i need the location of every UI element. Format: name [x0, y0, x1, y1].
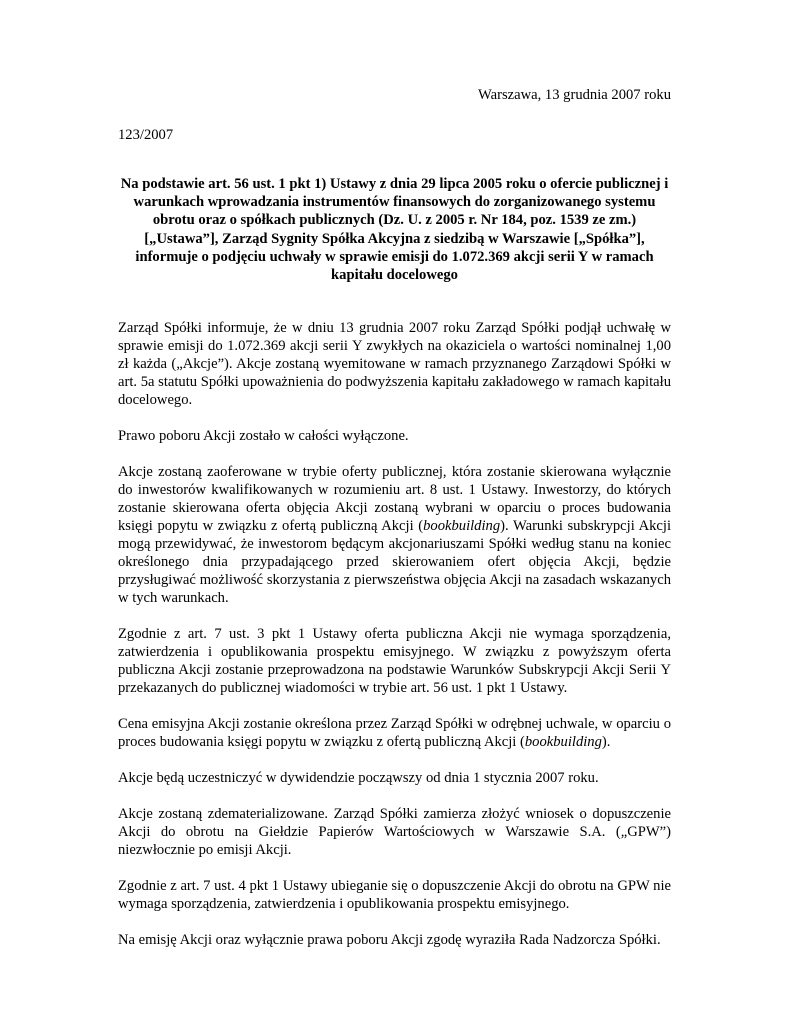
paragraph-text: ).	[601, 734, 611, 751]
paragraph-offering	[118, 463, 671, 607]
paragraph-admission: Zgodnie z art. 7 ust. 4 pkt 1 Ustawy ubieganie się o dopuszczenie Akcji do obrotu na GPW nie wymaga sporządzenia, zatwierdzenia i opublikowania prospektu emisyjnego.	[118, 878, 671, 913]
paragraph-dematerialization: Akcje zostaną zdematerializowane. Zarząd Spółki zamierza złożyć wniosek o dopuszczenie Akcji do obrotu na Giełdzie Papierów Wartościowych w Warszawie S.A. („GPW”) niezwłocznie po emisji Akcji.	[118, 806, 671, 859]
paragraph-resolution: Zarząd Spółki informuje, że w dniu 13 grudnia 2007 roku Zarząd Spółki podjął uchwałę w sprawie emisji do 1.072.369 akcji serii Y zwykłych na okaziciela o wartości nominalnej 1,00 zł każda („Akcje”). Akcje zostaną wyemitowane w ramach przyznanego Zarządowi Spółki w art. 5a statutu Spółki upoważnienia do podwyższenia kapitału zakładowego w ramach kapitału docelowego.	[118, 320, 671, 409]
paragraph-issue-price	[118, 715, 671, 751]
document-page	[118, 76, 671, 949]
document-heading: Na podstawie art. 56 ust. 1 pkt 1) Ustawy z dnia 29 lipca 2005 roku o ofercie publicznej i warunkach wprowadzania instrumentów finansowych do zorganizowanego systemu obrotu oraz o spółkach publicznych (Dz. U. z 2005 r. Nr 184, poz. 1539 ze zm.) [„Ustawa”], Zarząd Sygnity Spółka Akcyjna z siedzibą w Warszawie [„Spółka”], informuje o podjęciu uchwały w sprawie emisji do 1.072.369 akcji serii Y w ramach kapitału docelowego	[120, 176, 669, 284]
paragraph-text: Cena emisyjna Akcji zostanie określona przez Zarząd Spółki w odrębnej uchwale, w oparciu o proces budowania księgi popytu w związku z ofertą publiczną Akcji (	[118, 716, 671, 751]
paragraph-preemptive-rights: Prawo poboru Akcji zostało w całości wyłączone.	[118, 428, 409, 445]
emphasis-term: bookbuilding	[423, 518, 501, 535]
paragraph-supervisory-consent: Na emisję Akcji oraz wyłącznie prawa poboru Akcji zgodę wyraziła Rada Nadzorcza Spółki.	[118, 932, 661, 949]
paragraph-text: Akcje zostaną zaoferowane w trybie oferty publicznej, która zostanie skierowana wyłącznie do inwestorów kwalifikowanych w rozumieniu art. 8 ust. 1 Ustawy. Inwestorzy, do których zostanie skierowana oferta objęcia Akcji zostaną wybrani w oparciu o proces budowania księgi popytu w związku z ofertą publiczną Akcji (	[118, 464, 671, 535]
document-body	[118, 319, 671, 949]
paragraph-dividend: Akcje będą uczestniczyć w dywidendzie począwszy od dnia 1 stycznia 2007 roku.	[118, 770, 599, 787]
paragraph-text: ). Warunki subskrypcji Akcji mogą przewidywać, że inwestorom będącym akcjonariuszami Spółki według stanu na koniec określonego dnia przypadającego przed skierowaniem ofert objęcia Akcji, będzie przysługiwać możliwość skorzystania z pierwszeństwa objęcia Akcji na zasadach wskazanych w tych warunkach.	[118, 518, 671, 607]
place-date: Warszawa, 13 grudnia 2007 roku	[478, 87, 671, 103]
paragraph-prospectus: Zgodnie z art. 7 ust. 3 pkt 1 Ustawy oferta publiczna Akcji nie wymaga sporządzenia, zatwierdzenia i opublikowania prospektu emisyjnego. W związku z powyższym oferta publiczna Akcji zostanie przeprowadzona na podstawie Warunków Subskrypcji Akcji Serii Y przekazanych do publicznej wiadomości w trybie art. 56 ust. 1 pkt 1 Ustawy.	[118, 626, 671, 697]
reference-number: 123/2007	[118, 127, 174, 143]
emphasis-term: bookbuilding	[524, 734, 602, 751]
